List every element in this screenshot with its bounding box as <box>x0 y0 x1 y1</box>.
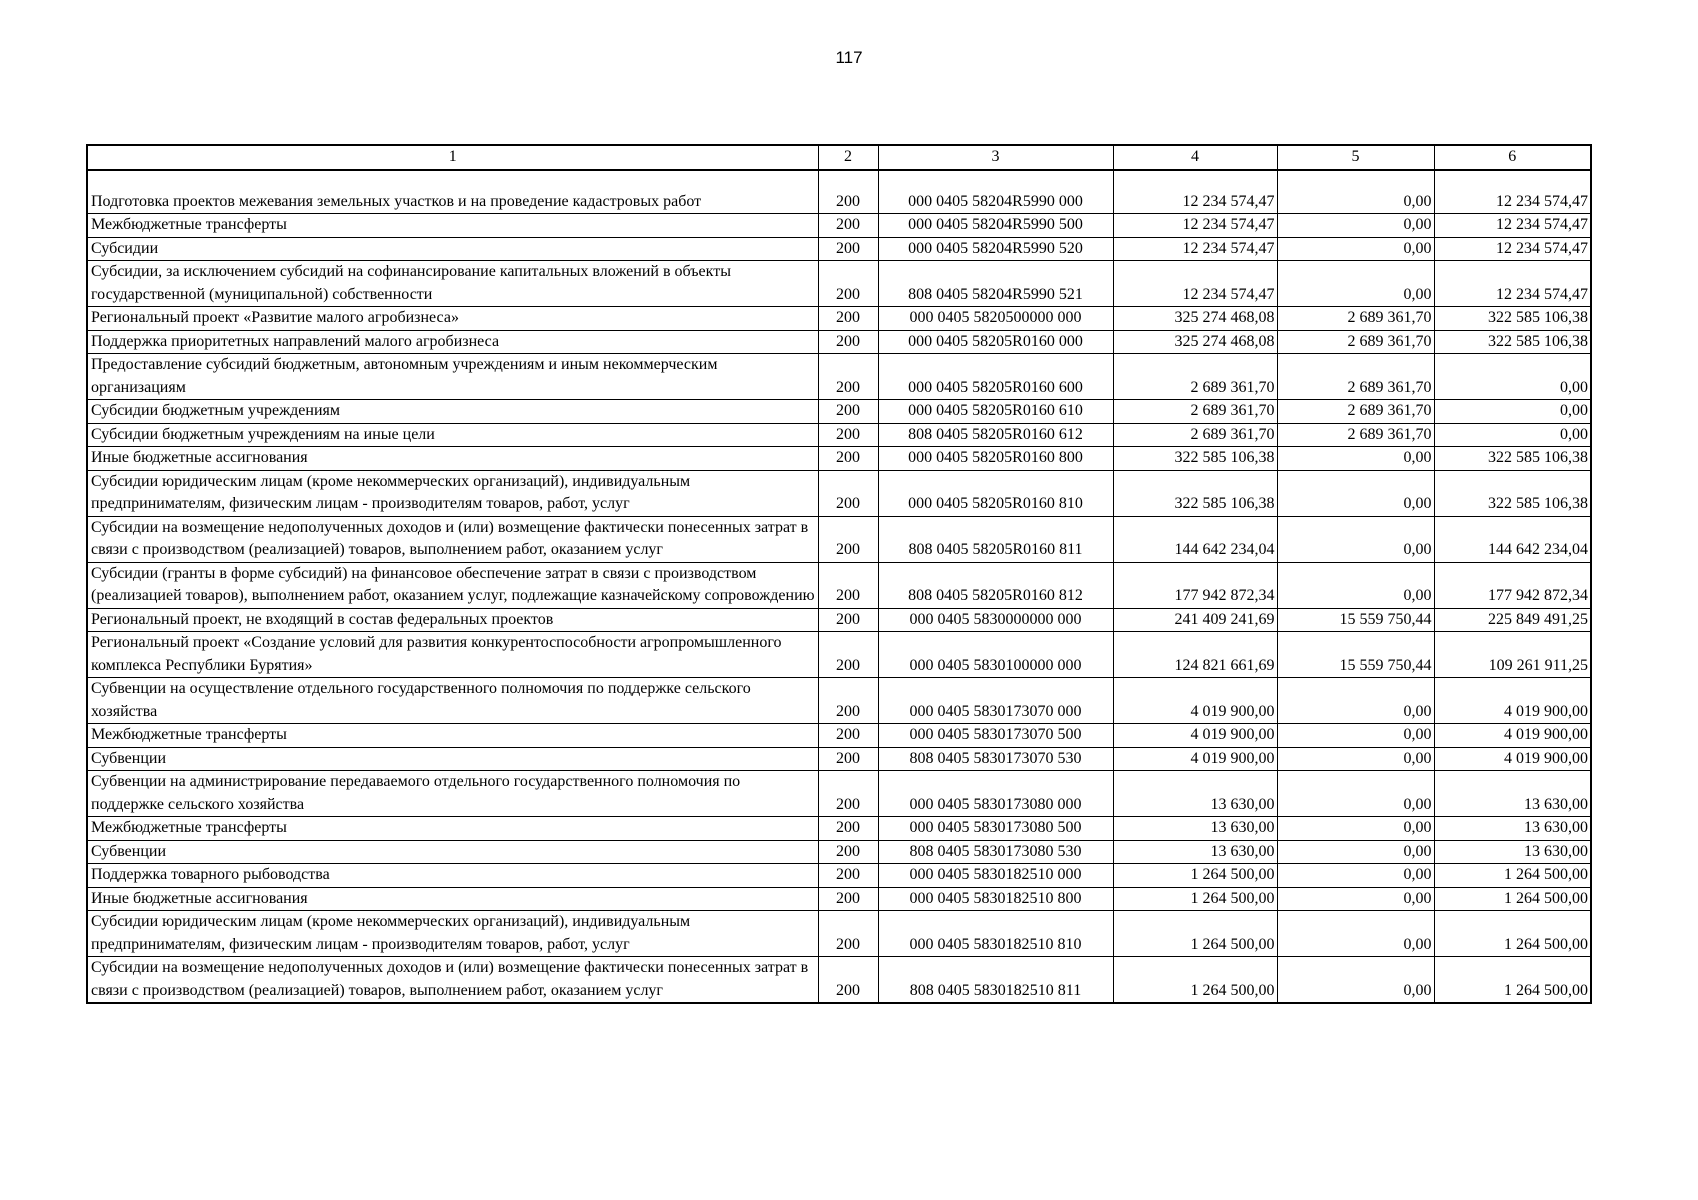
row-value-5: 0,00 <box>1277 957 1434 1004</box>
row-code: 000 0405 5830182510 800 <box>878 887 1113 911</box>
row-value-5: 2 689 361,70 <box>1277 400 1434 424</box>
row-value-4: 4 019 900,00 <box>1113 678 1277 724</box>
row-col2: 200 <box>818 400 878 424</box>
row-name: Субсидии на возмещение недополученных доходов и (или) возмещение фактически понесенных затрат в связи с производством (реализацией) товаров, выполнением работ, оказанием услуг <box>87 516 818 562</box>
row-value-6: 12 234 574,47 <box>1434 237 1591 261</box>
row-name: Подготовка проектов межевания земельных участков и на проведение кадастровых работ <box>87 170 818 214</box>
row-value-6: 109 261 911,25 <box>1434 632 1591 678</box>
row-code: 808 0405 58205R0160 811 <box>878 516 1113 562</box>
row-code: 000 0405 5830173080 500 <box>878 817 1113 841</box>
row-col2: 200 <box>818 747 878 771</box>
row-name: Субсидии (гранты в форме субсидий) на финансовое обеспечение затрат в связи с производством (реализацией товаров), выполнением работ, оказанием услуг, подлежащие казначейскому сопровождению <box>87 562 818 608</box>
row-code: 808 0405 58204R5990 521 <box>878 261 1113 307</box>
table-row <box>87 817 1591 841</box>
row-col2: 200 <box>818 562 878 608</box>
row-col2: 200 <box>818 214 878 238</box>
row-name: Межбюджетные трансферты <box>87 817 818 841</box>
column-header: 4 <box>1113 145 1277 170</box>
row-value-5: 0,00 <box>1277 840 1434 864</box>
row-col2: 200 <box>818 817 878 841</box>
row-name: Субсидии, за исключением субсидий на софинансирование капитальных вложений в объекты государственной (муниципальной) собственности <box>87 261 818 307</box>
row-col2: 200 <box>818 632 878 678</box>
row-value-6: 12 234 574,47 <box>1434 214 1591 238</box>
row-value-5: 0,00 <box>1277 771 1434 817</box>
row-name: Субсидии юридическим лицам (кроме некоммерческих организаций), индивидуальным предпринимателям, физическим лицам - производителям товаров, работ, услуг <box>87 470 818 516</box>
row-value-5: 15 559 750,44 <box>1277 632 1434 678</box>
row-col2: 200 <box>818 261 878 307</box>
row-col2: 200 <box>818 678 878 724</box>
row-value-4: 1 264 500,00 <box>1113 887 1277 911</box>
table-row <box>87 423 1591 447</box>
row-value-4: 2 689 361,70 <box>1113 400 1277 424</box>
row-name: Межбюджетные трансферты <box>87 724 818 748</box>
column-header: 6 <box>1434 145 1591 170</box>
row-value-5: 0,00 <box>1277 678 1434 724</box>
row-code: 000 0405 58205R0160 800 <box>878 447 1113 471</box>
row-value-6: 1 264 500,00 <box>1434 887 1591 911</box>
table-row <box>87 840 1591 864</box>
table-row <box>87 911 1591 957</box>
row-name: Региональный проект «Развитие малого агробизнеса» <box>87 307 818 331</box>
row-name: Межбюджетные трансферты <box>87 214 818 238</box>
row-value-6: 4 019 900,00 <box>1434 724 1591 748</box>
row-value-6: 322 585 106,38 <box>1434 307 1591 331</box>
row-code: 000 0405 58205R0160 000 <box>878 330 1113 354</box>
row-value-5: 0,00 <box>1277 214 1434 238</box>
row-value-4: 2 689 361,70 <box>1113 423 1277 447</box>
row-value-6: 322 585 106,38 <box>1434 470 1591 516</box>
row-value-4: 13 630,00 <box>1113 817 1277 841</box>
row-code: 000 0405 5830173080 000 <box>878 771 1113 817</box>
row-value-5: 2 689 361,70 <box>1277 307 1434 331</box>
table-row <box>87 608 1591 632</box>
row-name: Субсидии <box>87 237 818 261</box>
row-code: 000 0405 5820500000 000 <box>878 307 1113 331</box>
table-row <box>87 562 1591 608</box>
table-row <box>87 470 1591 516</box>
row-value-5: 2 689 361,70 <box>1277 423 1434 447</box>
column-header: 5 <box>1277 145 1434 170</box>
budget-table <box>86 144 1592 1004</box>
row-col2: 200 <box>818 840 878 864</box>
row-value-5: 0,00 <box>1277 261 1434 307</box>
table-row <box>87 170 1591 214</box>
row-col2: 200 <box>818 516 878 562</box>
row-value-4: 322 585 106,38 <box>1113 470 1277 516</box>
row-value-6: 4 019 900,00 <box>1434 747 1591 771</box>
row-col2: 200 <box>818 447 878 471</box>
table-row <box>87 307 1591 331</box>
row-name: Субсидии бюджетным учреждениям <box>87 400 818 424</box>
row-col2: 200 <box>818 887 878 911</box>
row-value-5: 0,00 <box>1277 170 1434 214</box>
row-value-4: 1 264 500,00 <box>1113 864 1277 888</box>
row-name: Субсидии юридическим лицам (кроме некоммерческих организаций), индивидуальным предпринимателям, физическим лицам - производителям товаров, работ, услуг <box>87 911 818 957</box>
row-value-6: 1 264 500,00 <box>1434 957 1591 1004</box>
row-value-5: 0,00 <box>1277 470 1434 516</box>
row-name: Иные бюджетные ассигнования <box>87 887 818 911</box>
row-value-5: 2 689 361,70 <box>1277 330 1434 354</box>
row-value-6: 12 234 574,47 <box>1434 261 1591 307</box>
row-col2: 200 <box>818 724 878 748</box>
row-value-4: 4 019 900,00 <box>1113 724 1277 748</box>
table-body <box>87 170 1591 1003</box>
row-col2: 200 <box>818 608 878 632</box>
table-row <box>87 237 1591 261</box>
row-value-4: 12 234 574,47 <box>1113 214 1277 238</box>
row-name: Субвенции <box>87 747 818 771</box>
row-value-4: 241 409 241,69 <box>1113 608 1277 632</box>
row-code: 808 0405 58205R0160 812 <box>878 562 1113 608</box>
row-value-6: 322 585 106,38 <box>1434 330 1591 354</box>
row-name: Субвенции <box>87 840 818 864</box>
table-row <box>87 887 1591 911</box>
row-value-4: 124 821 661,69 <box>1113 632 1277 678</box>
row-value-6: 1 264 500,00 <box>1434 864 1591 888</box>
row-value-5: 15 559 750,44 <box>1277 608 1434 632</box>
row-code: 000 0405 58205R0160 610 <box>878 400 1113 424</box>
table-row <box>87 747 1591 771</box>
row-value-5: 0,00 <box>1277 447 1434 471</box>
row-code: 808 0405 5830173070 530 <box>878 747 1113 771</box>
column-header: 2 <box>818 145 878 170</box>
table-row <box>87 864 1591 888</box>
row-col2: 200 <box>818 330 878 354</box>
table-row <box>87 214 1591 238</box>
table-row <box>87 330 1591 354</box>
row-value-5: 0,00 <box>1277 911 1434 957</box>
row-value-6: 144 642 234,04 <box>1434 516 1591 562</box>
row-col2: 200 <box>818 470 878 516</box>
row-code: 000 0405 58204R5990 500 <box>878 214 1113 238</box>
table-row <box>87 447 1591 471</box>
table-row <box>87 771 1591 817</box>
row-value-6: 12 234 574,47 <box>1434 170 1591 214</box>
row-code: 808 0405 5830182510 811 <box>878 957 1113 1004</box>
row-name: Региональный проект, не входящий в состав федеральных проектов <box>87 608 818 632</box>
row-value-4: 144 642 234,04 <box>1113 516 1277 562</box>
table-row <box>87 261 1591 307</box>
row-value-6: 0,00 <box>1434 400 1591 424</box>
row-value-6: 225 849 491,25 <box>1434 608 1591 632</box>
row-value-5: 0,00 <box>1277 237 1434 261</box>
table-row <box>87 354 1591 400</box>
row-code: 000 0405 5830000000 000 <box>878 608 1113 632</box>
row-value-5: 0,00 <box>1277 516 1434 562</box>
row-code: 000 0405 5830173070 500 <box>878 724 1113 748</box>
row-value-6: 322 585 106,38 <box>1434 447 1591 471</box>
table-row <box>87 724 1591 748</box>
row-name: Субвенции на администрирование передаваемого отдельного государственного полномочия по поддержке сельского хозяйства <box>87 771 818 817</box>
table-row <box>87 678 1591 724</box>
row-value-4: 1 264 500,00 <box>1113 957 1277 1004</box>
row-value-5: 0,00 <box>1277 817 1434 841</box>
row-name: Иные бюджетные ассигнования <box>87 447 818 471</box>
row-value-4: 12 234 574,47 <box>1113 237 1277 261</box>
table-header-row <box>87 145 1591 170</box>
row-value-6: 13 630,00 <box>1434 840 1591 864</box>
row-name: Предоставление субсидий бюджетным, автономным учреждениям и иным некоммерческим организациям <box>87 354 818 400</box>
row-value-5: 0,00 <box>1277 887 1434 911</box>
row-value-6: 13 630,00 <box>1434 771 1591 817</box>
row-value-5: 0,00 <box>1277 864 1434 888</box>
row-col2: 200 <box>818 237 878 261</box>
row-name: Региональный проект «Создание условий для развития конкурентоспособности агропромышленного комплекса Республики Бурятия» <box>87 632 818 678</box>
row-col2: 200 <box>818 170 878 214</box>
row-code: 000 0405 5830173070 000 <box>878 678 1113 724</box>
row-name: Поддержка приоритетных направлений малого агробизнеса <box>87 330 818 354</box>
row-value-6: 1 264 500,00 <box>1434 911 1591 957</box>
column-header: 3 <box>878 145 1113 170</box>
row-code: 000 0405 58205R0160 600 <box>878 354 1113 400</box>
row-code: 000 0405 58204R5990 000 <box>878 170 1113 214</box>
row-code: 808 0405 58205R0160 612 <box>878 423 1113 447</box>
row-col2: 200 <box>818 423 878 447</box>
row-code: 808 0405 5830173080 530 <box>878 840 1113 864</box>
table-row <box>87 400 1591 424</box>
table-row <box>87 632 1591 678</box>
row-value-4: 2 689 361,70 <box>1113 354 1277 400</box>
row-col2: 200 <box>818 354 878 400</box>
row-value-4: 325 274 468,08 <box>1113 307 1277 331</box>
row-name: Субсидии на возмещение недополученных доходов и (или) возмещение фактически понесенных затрат в связи с производством (реализацией) товаров, выполнением работ, оказанием услуг <box>87 957 818 1004</box>
row-value-4: 177 942 872,34 <box>1113 562 1277 608</box>
row-value-6: 0,00 <box>1434 354 1591 400</box>
page-number: 117 <box>835 48 863 67</box>
row-code: 000 0405 5830182510 810 <box>878 911 1113 957</box>
row-value-4: 1 264 500,00 <box>1113 911 1277 957</box>
row-code: 000 0405 58204R5990 520 <box>878 237 1113 261</box>
row-value-6: 0,00 <box>1434 423 1591 447</box>
row-name: Субвенции на осуществление отдельного государственного полномочия по поддержке сельского хозяйства <box>87 678 818 724</box>
row-name: Поддержка товарного рыбоводства <box>87 864 818 888</box>
row-value-5: 0,00 <box>1277 562 1434 608</box>
row-value-4: 322 585 106,38 <box>1113 447 1277 471</box>
row-col2: 200 <box>818 957 878 1004</box>
row-code: 000 0405 5830182510 000 <box>878 864 1113 888</box>
row-value-4: 13 630,00 <box>1113 771 1277 817</box>
row-value-5: 0,00 <box>1277 747 1434 771</box>
table-row <box>87 516 1591 562</box>
row-value-4: 4 019 900,00 <box>1113 747 1277 771</box>
row-value-6: 177 942 872,34 <box>1434 562 1591 608</box>
row-col2: 200 <box>818 307 878 331</box>
row-value-6: 4 019 900,00 <box>1434 678 1591 724</box>
row-value-6: 13 630,00 <box>1434 817 1591 841</box>
row-value-4: 325 274 468,08 <box>1113 330 1277 354</box>
row-code: 000 0405 5830100000 000 <box>878 632 1113 678</box>
row-col2: 200 <box>818 911 878 957</box>
row-col2: 200 <box>818 864 878 888</box>
column-header: 1 <box>87 145 818 170</box>
row-value-4: 12 234 574,47 <box>1113 170 1277 214</box>
row-col2: 200 <box>818 771 878 817</box>
row-code: 000 0405 58205R0160 810 <box>878 470 1113 516</box>
table-row <box>87 957 1591 1004</box>
row-value-5: 2 689 361,70 <box>1277 354 1434 400</box>
row-value-4: 12 234 574,47 <box>1113 261 1277 307</box>
row-name: Субсидии бюджетным учреждениям на иные цели <box>87 423 818 447</box>
row-value-5: 0,00 <box>1277 724 1434 748</box>
row-value-4: 13 630,00 <box>1113 840 1277 864</box>
